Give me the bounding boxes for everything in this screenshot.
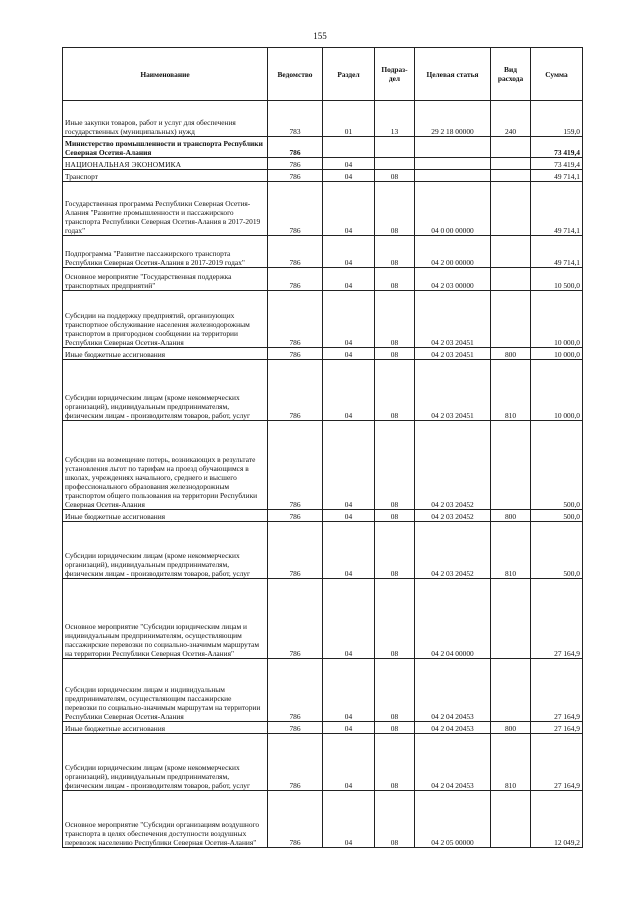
row-subsection: 08 xyxy=(375,579,415,659)
row-subsection: 08 xyxy=(375,791,415,848)
row-dept: 786 xyxy=(268,579,323,659)
row-exptype: 810 xyxy=(491,734,531,791)
row-target: 04 2 03 00000 xyxy=(415,268,491,291)
row-section: 01 xyxy=(323,101,375,137)
row-section: 04 xyxy=(323,360,375,421)
table-row xyxy=(63,182,583,236)
row-exptype xyxy=(491,291,531,348)
row-sum: 27 164,9 xyxy=(531,659,583,722)
row-target: 04 2 03 20451 xyxy=(415,360,491,421)
row-target: 04 2 04 20453 xyxy=(415,734,491,791)
header-exptype: Вид расхода xyxy=(491,48,531,101)
row-dept: 786 xyxy=(268,170,323,182)
row-subsection: 08 xyxy=(375,722,415,734)
row-sum: 10 000,0 xyxy=(531,360,583,421)
row-name: Государственная программа Республики Северная Осетия-Алания "Развитие промышленности и пассажирского транспорта Республики Северная Осетия-Алания в 2017-2019 годах" xyxy=(63,182,268,236)
row-name: Субсидии на поддержку предприятий, организующих транспортное обслуживание населения железнодорожным транспортом в пригородном сообщении на территории Республики Северная Осетия-Алания xyxy=(63,291,268,348)
row-sum: 10 000,0 xyxy=(531,291,583,348)
row-name: Иные бюджетные ассигнования xyxy=(63,510,268,522)
row-name: Подпрограмма "Развитие пассажирского транспорта Республики Северная Осетия-Алания в 2017-2019 годах" xyxy=(63,236,268,268)
row-subsection: 08 xyxy=(375,348,415,360)
row-section: 04 xyxy=(323,659,375,722)
row-target: 04 2 04 00000 xyxy=(415,579,491,659)
table-row xyxy=(63,360,583,421)
table-row xyxy=(63,101,583,137)
row-target: 04 2 04 20453 xyxy=(415,659,491,722)
row-section: 04 xyxy=(323,158,375,170)
row-name: Транспорт xyxy=(63,170,268,182)
table-row xyxy=(63,236,583,268)
row-exptype xyxy=(491,579,531,659)
row-subsection: 08 xyxy=(375,360,415,421)
row-sum: 159,0 xyxy=(531,101,583,137)
table-row xyxy=(63,659,583,722)
header-section: Раздел xyxy=(323,48,375,101)
row-name: Субсидии юридическим лицам (кроме некоммерческих организаций), индивидуальным предпринимателям, физическим лицам - производителям товаров, работ, услуг xyxy=(63,522,268,579)
row-dept: 786 xyxy=(268,291,323,348)
row-exptype xyxy=(491,182,531,236)
row-subsection: 08 xyxy=(375,734,415,791)
row-dept: 786 xyxy=(268,236,323,268)
row-name: Иные закупки товаров, работ и услуг для обеспечения государственных (муниципальных) нужд xyxy=(63,101,268,137)
row-name: Основное мероприятие "Субсидии организациям воздушного транспорта в целях обеспечения доступности воздушных перевозок населению Республики Северная Осетия-Алания" xyxy=(63,791,268,848)
row-exptype: 800 xyxy=(491,348,531,360)
row-sum: 10 000,0 xyxy=(531,348,583,360)
row-target: 04 2 03 20452 xyxy=(415,522,491,579)
header-subsection: Подраз-дел xyxy=(375,48,415,101)
row-name: Министерство промышленности и транспорта Республики Северная Осетия-Алания xyxy=(63,137,268,158)
row-dept: 786 xyxy=(268,722,323,734)
row-sum: 27 164,9 xyxy=(531,579,583,659)
header-sum: Сумма xyxy=(531,48,583,101)
row-target: 04 2 03 20452 xyxy=(415,510,491,522)
row-section: 04 xyxy=(323,734,375,791)
row-section: 04 xyxy=(323,236,375,268)
row-dept: 786 xyxy=(268,510,323,522)
row-section: 04 xyxy=(323,791,375,848)
row-subsection: 13 xyxy=(375,101,415,137)
row-exptype xyxy=(491,791,531,848)
row-subsection: 08 xyxy=(375,182,415,236)
row-sum: 500,0 xyxy=(531,421,583,510)
row-subsection: 08 xyxy=(375,291,415,348)
row-sum: 49 714,1 xyxy=(531,236,583,268)
row-dept: 786 xyxy=(268,659,323,722)
row-subsection: 08 xyxy=(375,659,415,722)
row-section: 04 xyxy=(323,170,375,182)
row-dept: 786 xyxy=(268,268,323,291)
row-sum: 73 419,4 xyxy=(531,137,583,158)
row-section: 04 xyxy=(323,510,375,522)
table-row xyxy=(63,421,583,510)
row-sum: 500,0 xyxy=(531,510,583,522)
row-dept: 786 xyxy=(268,182,323,236)
row-target: 04 2 05 00000 xyxy=(415,791,491,848)
row-dept: 786 xyxy=(268,522,323,579)
table-row xyxy=(63,722,583,734)
row-target: 04 2 04 20453 xyxy=(415,722,491,734)
table-row xyxy=(63,170,583,182)
table-row xyxy=(63,291,583,348)
row-exptype: 240 xyxy=(491,101,531,137)
row-exptype xyxy=(491,421,531,510)
row-exptype: 800 xyxy=(491,722,531,734)
row-target: 04 2 03 20451 xyxy=(415,348,491,360)
row-target: 04 2 03 20451 xyxy=(415,291,491,348)
row-name: Субсидии юридическим лицам (кроме некоммерческих организаций), индивидуальным предпринимателям, физическим лицам - производителям товаров, работ, услуг xyxy=(63,734,268,791)
table-row xyxy=(63,510,583,522)
row-subsection: 08 xyxy=(375,236,415,268)
row-exptype: 800 xyxy=(491,510,531,522)
table-row xyxy=(63,579,583,659)
row-sum: 10 500,0 xyxy=(531,268,583,291)
row-exptype: 810 xyxy=(491,360,531,421)
row-target xyxy=(415,158,491,170)
row-dept: 783 xyxy=(268,101,323,137)
row-target xyxy=(415,137,491,158)
table-row xyxy=(63,522,583,579)
row-section xyxy=(323,137,375,158)
row-section: 04 xyxy=(323,421,375,510)
row-target: 04 0 00 00000 xyxy=(415,182,491,236)
table-row xyxy=(63,791,583,848)
row-name: Субсидии юридическим лицам и индивидуальным предпринимателям, осуществляющим пассажирские перевозки по социально-значимым маршрутам на территории Республики Северная Осетия-Алания xyxy=(63,659,268,722)
row-target: 29 2 18 00000 xyxy=(415,101,491,137)
row-subsection: 08 xyxy=(375,510,415,522)
row-subsection: 08 xyxy=(375,522,415,579)
row-sum: 500,0 xyxy=(531,522,583,579)
row-section: 04 xyxy=(323,268,375,291)
row-name: Иные бюджетные ассигнования xyxy=(63,348,268,360)
row-sum: 49 714,1 xyxy=(531,170,583,182)
row-subsection: 08 xyxy=(375,170,415,182)
row-target: 04 2 00 00000 xyxy=(415,236,491,268)
table-row xyxy=(63,268,583,291)
row-exptype xyxy=(491,268,531,291)
row-section: 04 xyxy=(323,522,375,579)
row-subsection xyxy=(375,137,415,158)
row-exptype xyxy=(491,170,531,182)
table-header-row xyxy=(63,48,583,101)
row-name: Субсидии юридическим лицам (кроме некоммерческих организаций), индивидуальным предпринимателям, физическим лицам - производителям товаров, работ, услуг xyxy=(63,360,268,421)
table-row xyxy=(63,348,583,360)
row-exptype: 810 xyxy=(491,522,531,579)
row-section: 04 xyxy=(323,722,375,734)
row-dept: 786 xyxy=(268,734,323,791)
row-dept: 786 xyxy=(268,421,323,510)
budget-table xyxy=(62,47,583,848)
row-dept: 786 xyxy=(268,348,323,360)
row-sum: 12 049,2 xyxy=(531,791,583,848)
row-exptype xyxy=(491,158,531,170)
header-name: Наименование xyxy=(63,48,268,101)
row-subsection xyxy=(375,158,415,170)
row-exptype xyxy=(491,137,531,158)
row-section: 04 xyxy=(323,579,375,659)
row-sum: 27 164,9 xyxy=(531,734,583,791)
row-exptype xyxy=(491,236,531,268)
row-dept: 786 xyxy=(268,791,323,848)
row-sum: 49 714,1 xyxy=(531,182,583,236)
row-subsection: 08 xyxy=(375,421,415,510)
row-sum: 27 164,9 xyxy=(531,722,583,734)
row-section: 04 xyxy=(323,348,375,360)
row-name: НАЦИОНАЛЬНАЯ ЭКОНОМИКА xyxy=(63,158,268,170)
row-target xyxy=(415,170,491,182)
row-name: Субсидии на возмещение потерь, возникающих в результате установления льгот по тарифам на проезд обучающимся в школах, учреждениях начального, среднего и высшего профессионального образования железнодорожным транспортом общего пользования на территории Республики Северная Осетия-Алания xyxy=(63,421,268,510)
row-dept: 786 xyxy=(268,137,323,158)
row-section: 04 xyxy=(323,182,375,236)
row-dept: 786 xyxy=(268,158,323,170)
row-dept: 786 xyxy=(268,360,323,421)
row-exptype xyxy=(491,659,531,722)
row-sum: 73 419,4 xyxy=(531,158,583,170)
header-target: Целевая статья xyxy=(415,48,491,101)
header-dept: Ведомство xyxy=(268,48,323,101)
table-row xyxy=(63,137,583,158)
table-row xyxy=(63,158,583,170)
row-name: Иные бюджетные ассигнования xyxy=(63,722,268,734)
row-name: Основное мероприятие "Субсидии юридическим лицам и индивидуальным предпринимателям, осуществляющим пассажирские перевозки по социально-значимым маршрутам на территории Республики Северная Осетия-Алания" xyxy=(63,579,268,659)
row-name: Основное мероприятие "Государственная поддержка транспортных предприятий" xyxy=(63,268,268,291)
row-section: 04 xyxy=(323,291,375,348)
page-number: 155 xyxy=(313,31,327,41)
table-row xyxy=(63,734,583,791)
row-subsection: 08 xyxy=(375,268,415,291)
row-target: 04 2 03 20452 xyxy=(415,421,491,510)
